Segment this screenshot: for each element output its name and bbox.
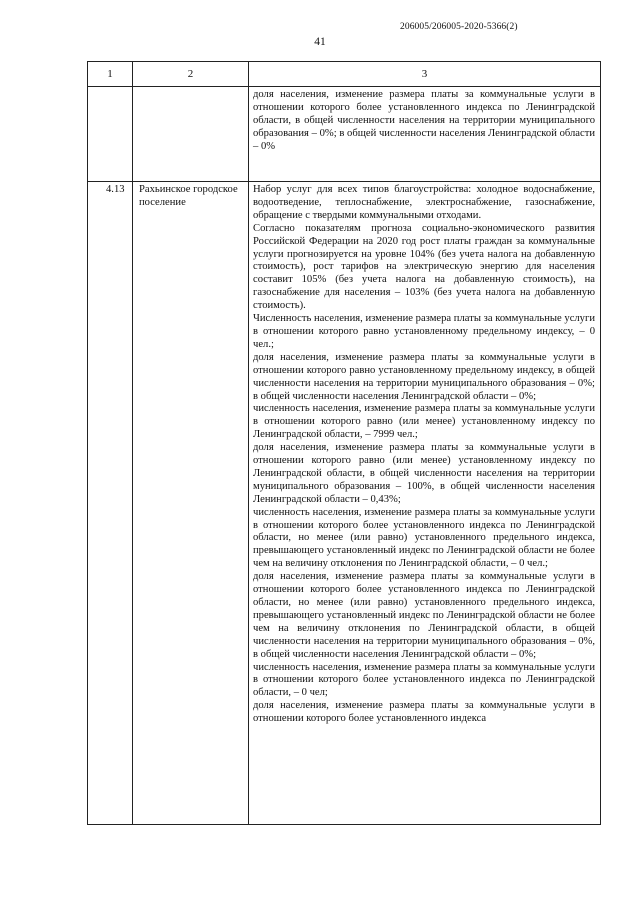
document-id: 206005/206005-2020-5366(2) bbox=[400, 22, 518, 32]
settlement-name: Рахьинское городское поселение bbox=[133, 182, 249, 825]
row-description bbox=[249, 182, 601, 825]
header-col-2: 2 bbox=[133, 62, 249, 87]
prev-row-name bbox=[133, 87, 249, 182]
prev-row-description: доля населения, изменение размера платы за коммунальные услуги в отношении которого более установленного индекса по Ленинградской области, в общей численности населения на территории муниципального образования – 0%; в общей численности населения Ленинградской области – 0% bbox=[249, 87, 601, 182]
paragraph-forecast: Согласно показателям прогноза социально-экономического развития Российской Федерации на 2020 год рост платы граждан за коммунальные услуги прогнозируется на уровне 104% (без учета налога на добавленную стоимость), рост тарифов на электрическую энергию для населения составит 105% (без учета налога на добавленную стоимость), на газоснабжение для населения – 103% (без учета налога на добавленную стоимость). bbox=[253, 222, 595, 312]
header-col-1: 1 bbox=[88, 62, 133, 87]
table-header-row bbox=[88, 62, 601, 87]
paragraph-count-between: численность населения, изменение размера платы за коммунальные услуги в отношении которого более установленного индекса по Ленинградской области, но менее (или равно) установленного предельного индекса, превышающего установленный индекс по Ленинградской области не более чем на величину отклонения по Ленинградской области, – 0 чел.; bbox=[253, 506, 595, 570]
paragraph-count-less: численность населения, изменение размера платы за коммунальные услуги в отношении которого равно (или менее) установленному индексу по Ленинградской области, – 7999 чел.; bbox=[253, 403, 595, 441]
paragraph-share-equal: доля населения, изменение размера платы за коммунальные услуги в отношении которого равно установленному предельному индексу, в общей численности населения на территории муниципального образования – 0%; в общей численности населения Ленинградской области – 0%; bbox=[253, 351, 595, 402]
paragraph-share-less: доля населения, изменение размера платы за коммунальные услуги в отношении которого равно (или менее) установленному индексу по Ленинградской области, в общей численности населения на территории муниципального образования – 100%, в общей численности населения Ленинградской области – 0,43%; bbox=[253, 442, 595, 505]
prev-row-number bbox=[88, 87, 133, 182]
table-row-continued bbox=[88, 87, 601, 182]
paragraph-count-equal: Численность населения, изменение размера платы за коммунальные услуги в отношении которого равно установленному предельному индексу, – 0 чел.; bbox=[253, 313, 595, 350]
page-number: 41 bbox=[314, 36, 326, 48]
paragraph-share-more: доля населения, изменение размера платы за коммунальные услуги в отношении которого более установленного индекса bbox=[253, 700, 595, 725]
row-number: 4.13 bbox=[88, 182, 133, 825]
paragraph-count-more: численность населения, изменение размера платы за коммунальные услуги в отношении которого более установленного индекса по Ленинградской области, – 0 чел; bbox=[253, 661, 595, 699]
table-row bbox=[88, 182, 601, 825]
paragraph-services: Набор услуг для всех типов благоустройства: холодное водоснабжение, водоотведение, теплоснабжение, электроснабжение, газоснабжение, обращение с твердыми коммунальными отходами. bbox=[253, 184, 595, 221]
header-col-3: 3 bbox=[249, 62, 601, 87]
data-table bbox=[87, 61, 601, 825]
paragraph-share-between: доля населения, изменение размера платы за коммунальные услуги в отношении которого более установленного индекса по Ленинградской области, но менее (или равно) установленного предельного индекса, превышающего установленный индекс по Ленинградской области не более чем на величину отклонения по Ленинградской области, в общей численности населения на территории муниципального образования – 0%, в общей численности населения Ленинградской области – 0%; bbox=[253, 571, 595, 660]
